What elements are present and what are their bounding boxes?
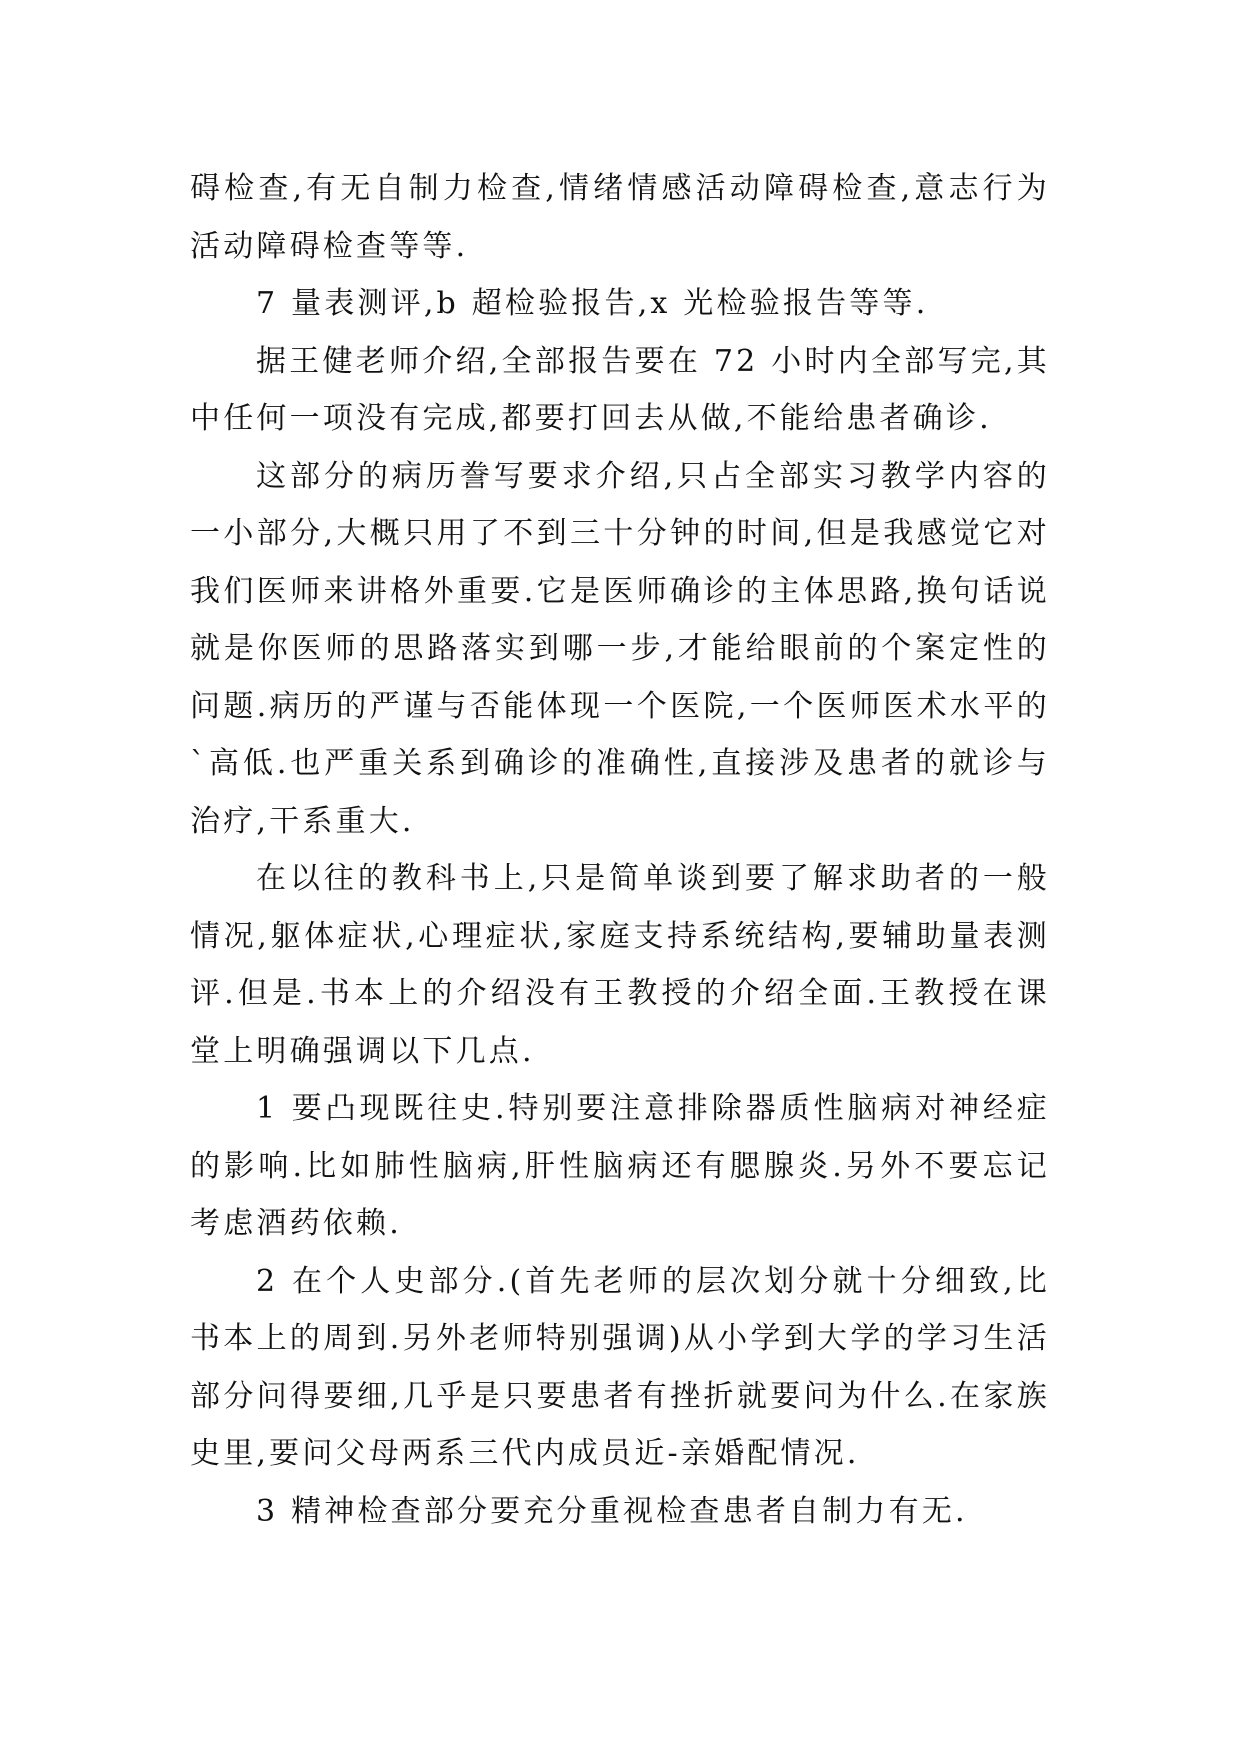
paragraph-6: 1 要凸现既往史.特别要注意排除器质性脑病对神经症的影响.比如肺性脑病,肝性脑病还有腮腺炎.另外不要忘记考虑酒药依赖. [190, 1091, 1050, 1241]
paragraph-5: 在以往的教科书上,只是简单谈到要了解求助者的一般情况,躯体症状,心理症状,家庭支持系统结构,要辅助量表测评.但是.书本上的介绍没有王教授的介绍全面.王教授在课堂上明确强调以下几点. [190, 861, 1050, 1069]
paragraph-7: 2 在个人史部分.(首先老师的层次划分就十分细致,比书本上的周到.另外老师特别强调)从小学到大学的学习生活部分问得要细,几乎是只要患者有挫折就要问为什么.在家族史里,要问父母两系三代内成员近-亲婚配情况. [190, 1263, 1050, 1471]
paragraph-1: 碍检查,有无自制力检查,情绪情感活动障碍检查,意志行为活动障碍检查等等. [190, 171, 1050, 264]
paragraph-4: 这部分的病历誊写要求介绍,只占全部实习教学内容的一小部分,大概只用了不到三十分钟的时间,但是我感觉它对我们医师来讲格外重要.它是医师确诊的主体思路,换句话说就是你医师的思路落实到哪一步,才能给眼前的个案定性的问题.病历的严谨与否能体现一个医院,一个医师医术水平的`高低.也严重关系到确诊的准确性,直接涉及患者的就诊与治疗,干系重大. [190, 458, 1050, 839]
paragraph-3: 据王健老师介绍,全部报告要在 72 小时内全部写完,其中任何一项没有完成,都要打回去从做,不能给患者确诊. [190, 343, 1050, 436]
document-body [190, 160, 1050, 1540]
paragraph-2: 7 量表测评,b 超检验报告,x 光检验报告等等. [256, 286, 929, 321]
paragraph-8: 3 精神检查部分要充分重视检查患者自制力有无. [256, 1493, 968, 1529]
